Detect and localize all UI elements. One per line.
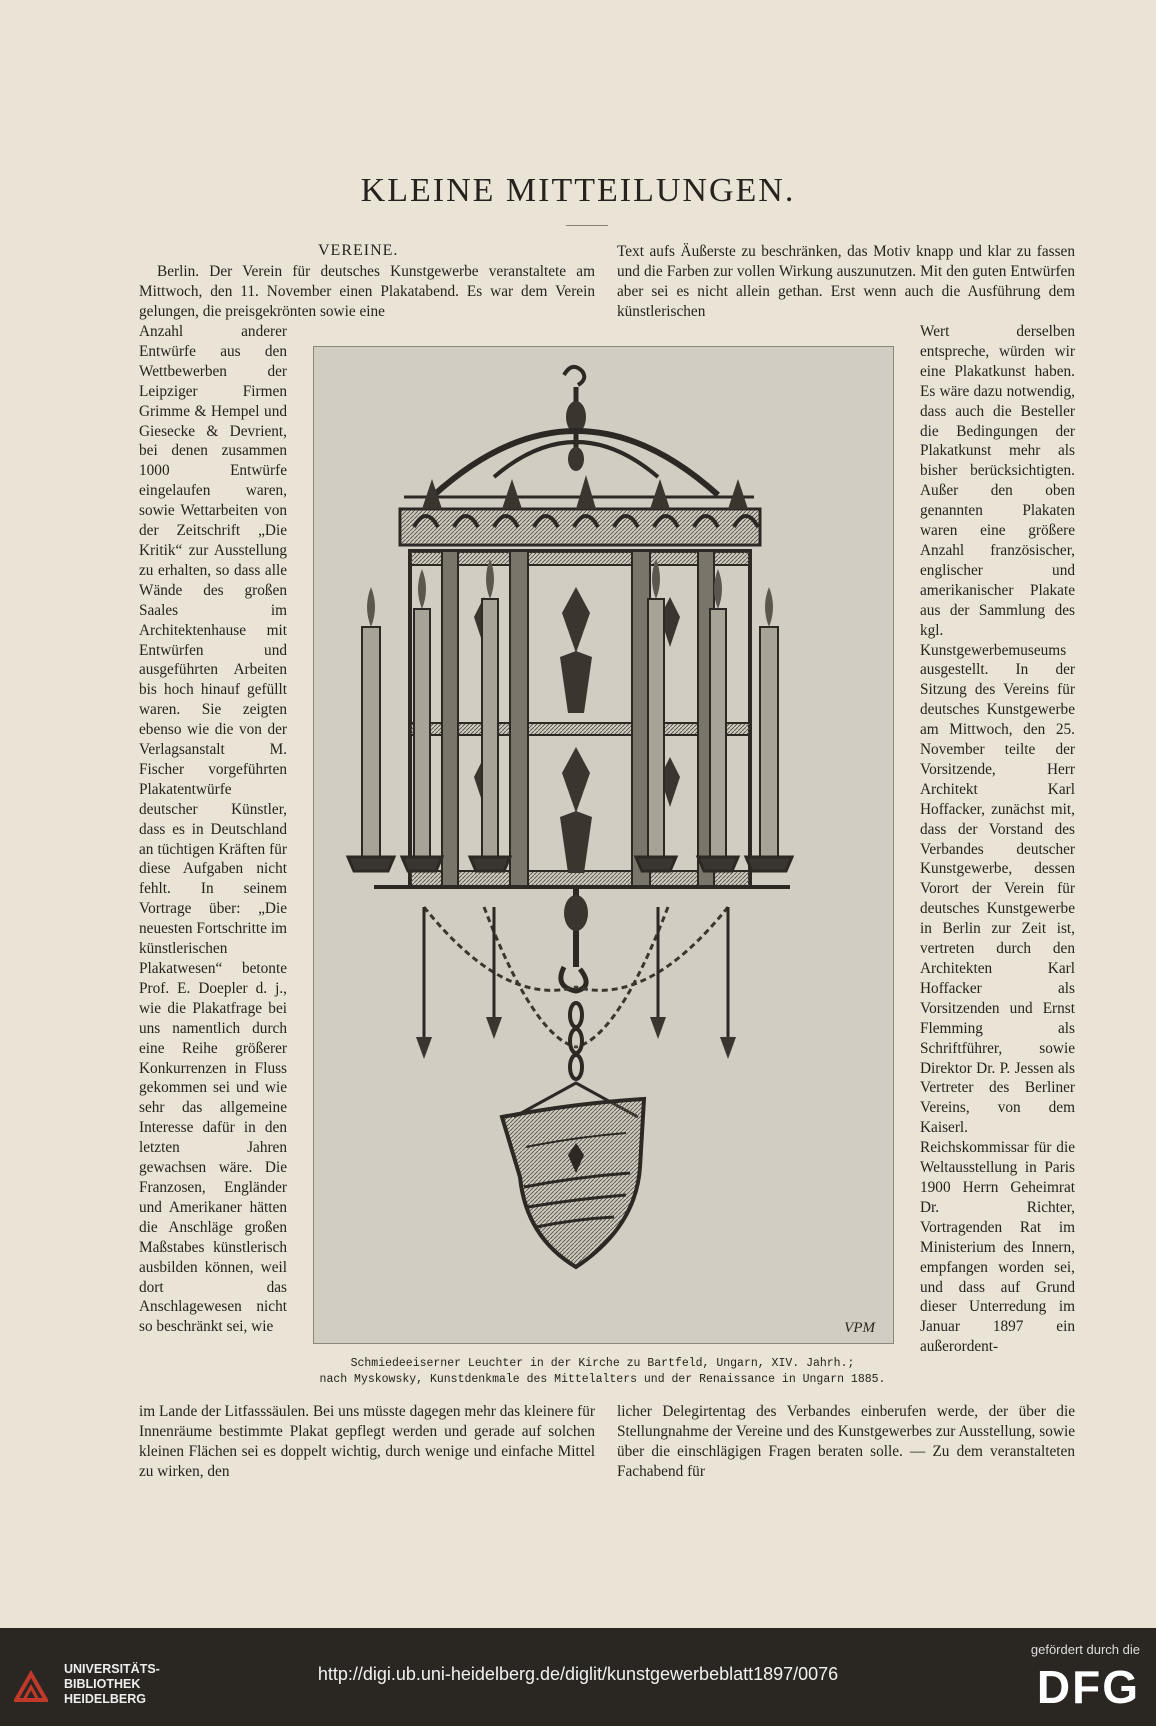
library-name-line-3: HEIDELBERG: [64, 1692, 146, 1706]
artist-signature: VPM: [844, 1320, 875, 1336]
paragraph-bottom-right: licher Delegirtentag des Verbandes einberufen werde, der über die Stellungnahme der Vereine und des Kunstgewerbes zur Ausstellung, sowie über die einschlägigen Fragen beraten solle. — Zu dem veranstalteten Fachabend für: [617, 1403, 1075, 1480]
text-bottom-right: [617, 1402, 1075, 1482]
chandelier-illustration: [313, 346, 894, 1344]
text-left-column: [139, 322, 287, 1337]
caption-line-1: Schmiedeeiserner Leuchter in der Kirche zu Bartfeld, Ungarn, XIV. Jahrh.;: [350, 1357, 855, 1370]
digitization-footer: [0, 1628, 1156, 1726]
funding-label: gefördert durch die: [1030, 1642, 1140, 1657]
text-top-right: [617, 242, 1075, 322]
permalink-url[interactable]: http://digi.ub.uni-heidelberg.de/diglit/kunstgewerbeblatt1897/0076: [317, 1664, 839, 1684]
paragraph-berlin: Berlin. Der Verein für deutsches Kunstgewerbe veranstaltete am Mittwoch, den 11. November einen Plakatabend. Es war dem Verein gelungen, die preisgekrönten sowie eine: [139, 263, 595, 320]
paragraph-bottom-left: im Lande der Litfasssäulen. Bei uns müsste dagegen mehr das kleinere für Innenräume bestimmte Plakat gepflegt werden und gerade auf solchen kleinen Flächen sei es doppelt wichtig, durch wenige und einfache Mittel zu wirken, den: [139, 1403, 595, 1480]
title-divider: [566, 225, 608, 226]
library-name-line-1: UNIVERSITÄTS-: [64, 1662, 160, 1676]
section-heading: VEREINE.: [318, 242, 399, 259]
paragraph-top-right: Text aufs Äußerste zu beschränken, das Motiv knapp und klar zu fassen und die Farben zur vollen Wirkung auszunutzen. Mit den guten Entwürfen aber sei es nicht allein gethan. Erst wenn auch die Ausführung dem künstlerischen: [617, 243, 1075, 320]
paragraph-left-column: Anzahl anderer Entwürfe aus den Wettbewerben der Leipziger Firmen Grimme & Hempel und Giesecke & Devrient, bei denen zusammen 1000 Entwürfe eingelaufen waren, sowie Wettarbeiten von der Zeitschrift „Die Kritik“ zur Ausstellung zu erhalten, so dass alle Wände des großen Saales im Architektenhause mit Entwürfen und ausgeführten Arbeiten bis hoch hinauf gefüllt waren. Sie zeigten ebenso wie die von der Verlagsanstalt M. Fischer vorgeführten Plakatentwürfe deutscher Künstler, dass es in Deutschland an tüchtigen Kräften für diese Aufgaben nicht fehlt. In seinem Vortrage über: „Die neuesten Fortschritte im künstlerischen Plakatwesen“ betonte Prof. E. Doepler d. j., wie die Plakatfrage bei uns namentlich durch eine Reihe größerer Konkurrenzen in Fluss gekommen sei und wie sehr das allgemeine Interesse dafür in den letzten Jahren gewachsen wäre. Die Franzosen, Engländer und Amerikaner hätten die Anschläge großen Maßstabes künstlerisch ausbilden können, weil dort das Anschlagewesen nicht so beschränkt sei, wie: [139, 323, 287, 1336]
text-top-left: [139, 262, 595, 322]
paragraph-right-column: Wert derselben entspreche, würden wir eine Plakatkunst haben. Es wäre dazu notwendig, dass auch die Besteller die Bedingungen der Plakatkunst mehr als bisher berücksichtigten. Außer den oben genannten Plakaten waren eine größere Anzahl französischer, englischer und amerikanischer Plakate aus der Sammlung des kgl. Kunstgewerbemuseums ausgestellt. In der Sitzung des Vereins für deutsches Kunstgewerbe am Mittwoch, den 25. November teilte der Vorsitzende, Herr Architekt Karl Hoffacker, zunächst mit, dass der Vorstand des Verbandes deutscher Kunstgewerbe, dessen Vorort der Verein für deutsches Kunstgewerbe in Berlin zur Zeit ist, vertreten durch den Architekten Karl Hoffacker als Vorsitzenden und Ernst Flemming als Schriftführer, sowie Direktor Dr. P. Jessen als Vertreter des Berliner Vereins, von dem Kaiserl. Reichskommissar für die Weltausstellung in Paris 1900 Herrn Geheimrat Dr. Richter, Vortragenden Rat im Ministerium des Innern, empfangen worden sei, und dass auf Grund dieser Unterredung im Januar 1897 ein außerordent-: [920, 323, 1075, 1356]
text-bottom-left: [139, 1402, 595, 1482]
chandelier-drawing: [314, 347, 893, 1343]
caption-line-2: nach Myskowsky, Kunstdenkmale des Mittelalters und der Renaissance in Ungarn 1885.: [319, 1373, 886, 1386]
text-right-column: [920, 322, 1075, 1357]
dfg-logo[interactable]: DFG: [1036, 1661, 1140, 1713]
page-title: KLEINE MITTEILUNGEN.: [360, 172, 796, 209]
figure-caption: [300, 1356, 905, 1388]
library-name-line-2: BIBLIOTHEK: [64, 1677, 141, 1691]
